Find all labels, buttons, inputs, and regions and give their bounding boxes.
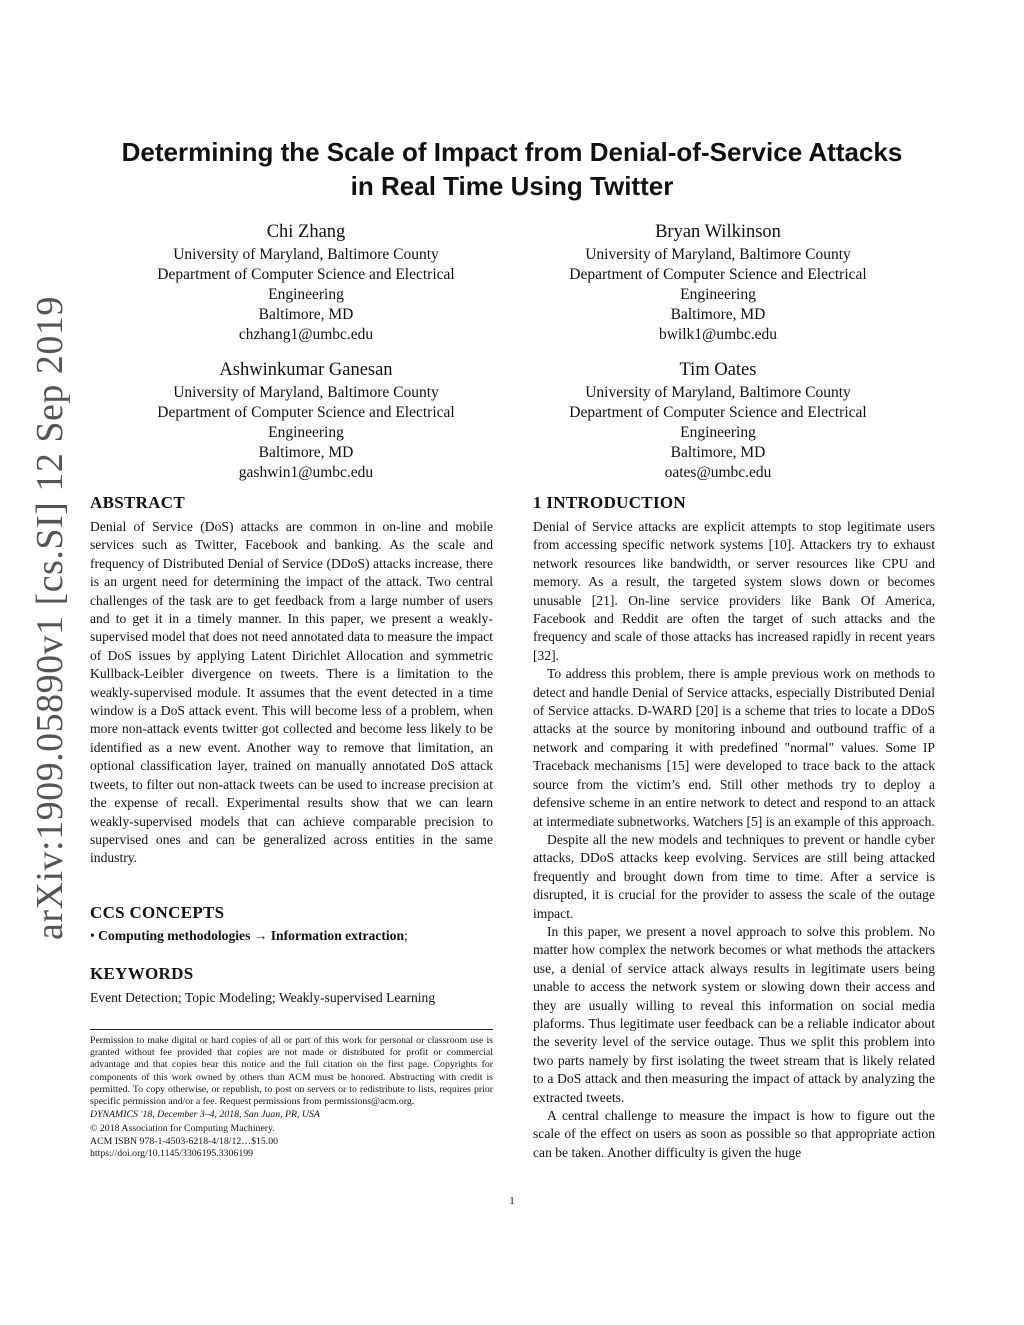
author-department: Department of Computer Science and Electrical bbox=[157, 404, 455, 421]
author-location: Baltimore, MD bbox=[258, 306, 354, 323]
introduction-body bbox=[533, 518, 935, 1162]
author-name: Bryan Wilkinson bbox=[655, 222, 781, 242]
author-affiliation: University of Maryland, Baltimore County bbox=[173, 384, 439, 401]
author-affiliation: University of Maryland, Baltimore County bbox=[585, 384, 851, 401]
abstract-heading: ABSTRACT bbox=[90, 493, 185, 512]
isbn-text: ACM ISBN 978-1-4503-6218-4/18/12…$15.00 bbox=[90, 1135, 279, 1147]
author-name: Chi Zhang bbox=[266, 222, 346, 242]
ccs-concepts bbox=[90, 928, 500, 944]
author-block-1 bbox=[96, 220, 516, 345]
author-department-cont: Engineering bbox=[680, 424, 756, 441]
author-email: oates@umbc.edu bbox=[664, 464, 772, 481]
keywords-heading: KEYWORDS bbox=[90, 964, 194, 983]
title-line-1: Determining the Scale of Impact from Denial-of-Service Attacks bbox=[121, 137, 903, 167]
author-affiliation: University of Maryland, Baltimore County bbox=[585, 246, 851, 263]
abstract-body bbox=[90, 518, 493, 868]
author-affiliation: University of Maryland, Baltimore County bbox=[173, 246, 439, 263]
author-email: gashwin1@umbc.edu bbox=[238, 464, 374, 481]
author-department: Department of Computer Science and Electrical bbox=[157, 266, 455, 283]
copyright-text: © 2018 Association for Computing Machinery. bbox=[90, 1123, 275, 1135]
author-department-cont: Engineering bbox=[268, 286, 344, 303]
author-location: Baltimore, MD bbox=[258, 444, 354, 461]
intro-paragraph: In this paper, we present a novel approach to solve this problem. No matter how complex the network becomes or what methods the attackers use, a denial of service attack always results in legitimate users being unable to access the network system or slowing down their access and they are usually willing to reveal this information on social media plaforms. Thus legitimate user feedback can be a reliable indicator about the severity level of the service outage. Thus we split this problem into two parts namely by first isolating the tweet stream that is likely related to a DoS attack and then measuring the impact of attack by analyzing the extracted tweets. bbox=[533, 923, 935, 1105]
intro-paragraph: To address this problem, there is ample previous work on methods to detect and handle Denial of Service attacks, especially Distributed Denial of Service attacks. D-WARD [20] is a scheme that tries to locate a DDoS attacks at the source by monitoring inbound and outbound traffic of a network and comparing it with predefined "normal" values. Some IP Traceback mechanisms [15] were developed to trace back to the attack source from the victim’s end. Still other methods try to deploy a defensive scheme in an entire network to detect and respond to an attack at intermediate subnetworks. Watchers [5] is an example of this approach. bbox=[533, 666, 935, 829]
author-name: Ashwinkumar Ganesan bbox=[219, 360, 393, 380]
ccs-end: ; bbox=[404, 928, 408, 943]
author-location: Baltimore, MD bbox=[670, 306, 766, 323]
abstract-text: Denial of Service (DoS) attacks are common in on-line and mobile services such as Twitter, Facebook and banking. As the scale and frequency of Distributed Denial of Service (DDoS) attacks increase, there is an urgent need for determining the impact of the attack. Two central challenges of the task are to get feedback from a large number of users and to get it in a timely manner. In this paper, we present a weakly-supervised model that does not need annotated data to measure the impact of DoS issues by applying Latent Dirichlet Allocation and symmetric Kullback-Leibler divergence on tweets. There is a limitation to the weakly-supervised module. It assumes that the event detected in a time window is a DoS attack event. This will become less of a problem, when more non-attack events twitter got collected and become less likely to be identified as a new event. Another way to remove that limitation, an optional classification layer, trained on manually annotated DoS attack tweets, to filter out non-attack tweets can be used to increase precision at the expense of recall. Experimental results show that we can learn weakly-supervised models that can achieve comparable precision to supervised ones and can be generalized across entities in the same industry. bbox=[90, 519, 493, 866]
page-number: 1 bbox=[509, 1195, 515, 1207]
ccs-concept: Computing methodologies bbox=[98, 928, 251, 943]
author-block-3 bbox=[96, 358, 516, 483]
permission-text: Permission to make digital or hard copies of all or part of this work for personal or classroom use is granted without fee provided that copies are not made or distributed for profit or commercial advantage and that copies bear this notice and the full citation on the first page. Copyrights for components of this work owned by others than ACM must be honored. Abstracting with credit is permitted. To copy otherwise, or republish, to post on servers or to redistribute to lists, requires prior specific permission and/or a fee. Request permissions from permissions@acm.org. bbox=[90, 1035, 493, 1108]
author-email: chzhang1@umbc.edu bbox=[238, 326, 374, 343]
author-department-cont: Engineering bbox=[268, 424, 344, 441]
arxiv-stamp: arXiv:1909.05890v1 [cs.SI] 12 Sep 2019 bbox=[29, 296, 71, 940]
ccs-arrow: → bbox=[253, 928, 268, 943]
permission-footnote bbox=[90, 1035, 493, 1160]
ccs-subconcept: Information extraction bbox=[270, 928, 405, 943]
ccs-heading: CCS CONCEPTS bbox=[90, 903, 225, 922]
author-email: bwilk1@umbc.edu bbox=[658, 326, 778, 343]
author-department: Department of Computer Science and Electrical bbox=[569, 266, 867, 283]
footnote-rule bbox=[90, 1029, 493, 1030]
author-name: Tim Oates bbox=[679, 360, 757, 380]
author-block-2 bbox=[508, 220, 928, 345]
intro-paragraph: A central challenge to measure the impact is how to figure out the scale of the effect on users as soon as possible so that appropriate action can be taken. Another difficulty is given the huge bbox=[533, 1108, 935, 1160]
introduction-heading: 1 INTRODUCTION bbox=[533, 493, 686, 512]
title-line-2: in Real Time Using Twitter bbox=[350, 171, 674, 201]
keywords-text: Event Detection; Topic Modeling; Weakly-supervised Learning bbox=[90, 990, 436, 1005]
author-location: Baltimore, MD bbox=[670, 444, 766, 461]
intro-paragraph: Despite all the new models and techniques to prevent or handle cyber attacks, DDoS attacks keep evolving. Services are still being attacked frequently and brought down from time to time. After a service is disrupted, it is crucial for the provider to assess the scale of the outage impact. bbox=[533, 831, 935, 921]
paper-title bbox=[80, 135, 944, 203]
intro-paragraph: Denial of Service attacks are explicit attempts to stop legitimate users from accessing specific network systems [10]. Attackers try to exhaust network resources like bandwidth, or server resources like CPU and memory. As a result, the targeted system slows down or becomes unusable [21]. On-line service providers like Bank Of America, Facebook and Reddit are often the target of such attacks and the frequency and scale of those attacks has increased rapidly in recent years [32]. bbox=[533, 519, 935, 663]
author-department: Department of Computer Science and Electrical bbox=[569, 404, 867, 421]
author-department-cont: Engineering bbox=[680, 286, 756, 303]
ccs-bullet: • bbox=[90, 928, 95, 943]
doi-link[interactable]: https://doi.org/10.1145/3306195.3306199 bbox=[90, 1147, 254, 1159]
venue-text: DYNAMICS '18, December 3–4, 2018, San Juan, PR, USA bbox=[90, 1109, 320, 1121]
author-block-4 bbox=[508, 358, 928, 483]
